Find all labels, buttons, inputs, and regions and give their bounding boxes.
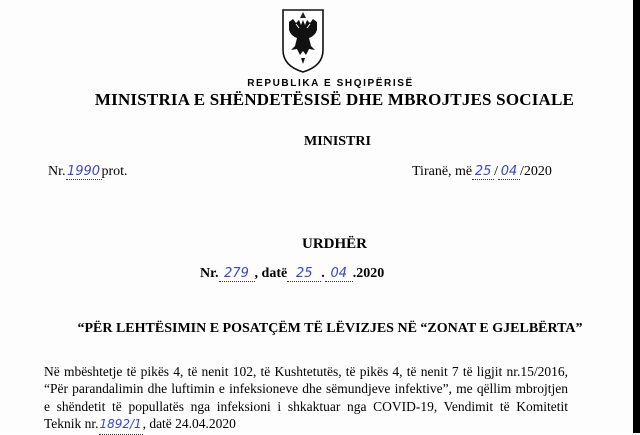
order-date-label: , datë [254, 266, 288, 281]
order-sep: . [321, 266, 325, 281]
protocol-nr-value: 1990 [66, 164, 101, 179]
protocol-month: 04 [498, 164, 520, 180]
protocol-day: 25 [472, 164, 494, 180]
order-year: .2020 [352, 266, 385, 281]
protocol-year: /2020 [520, 164, 552, 179]
order-nr-value: 279 [219, 266, 255, 282]
ministry-name: MINISTRIA E SHËNDETËSISË DHE MBROJTJES SOCIALE [94, 90, 575, 109]
order-body [44, 363, 568, 435]
protocol-number-line [48, 164, 128, 180]
body-text: Në mbështetje të pikës 4, të nenit 102, të Kushtetutës, të pikës 4, të nenit 7 të ligjit nr.15/2016, “Për parandalimin dhe luftimin e infeksioneve dhe sëmundjeve infektive”, me qëllim mbrojtjen e shëndetit të popullatës nga infeksioni i shkaktuar nga COVID-19, Vendimit të Komitetit Teknik nr. [44, 364, 568, 432]
protocol-date-line: Tiranë, më 25 / 04 /2020 [412, 164, 552, 179]
body-text-end: , datë 24.04.2020 [142, 416, 236, 432]
page-edge [633, 0, 640, 433]
protocol-nr-prefix: Nr. [48, 164, 66, 179]
order-title: “PËR LEHTËSIMIN E POSATÇËM TË LËVIZJES NË “ZONAT E GJELBËRTA” [77, 321, 583, 336]
albanian-eagle-emblem-icon [279, 6, 327, 74]
order-month: 04 [325, 266, 353, 282]
place-prefix: Tiranë, më [412, 164, 473, 179]
order-nr-prefix: Nr. [200, 266, 219, 281]
committee-nr-value: 1892/1 [99, 416, 143, 434]
republic-label: REPUBLIKA E SHQIPËRISË [247, 78, 414, 89]
order-heading: URDHËR [301, 236, 367, 252]
minister-label: MINISTRI [304, 134, 371, 149]
order-day: 25 [287, 266, 321, 282]
order-number-line [200, 266, 384, 282]
body-paragraph [44, 363, 568, 435]
protocol-nr-suffix: prot. [101, 164, 128, 179]
